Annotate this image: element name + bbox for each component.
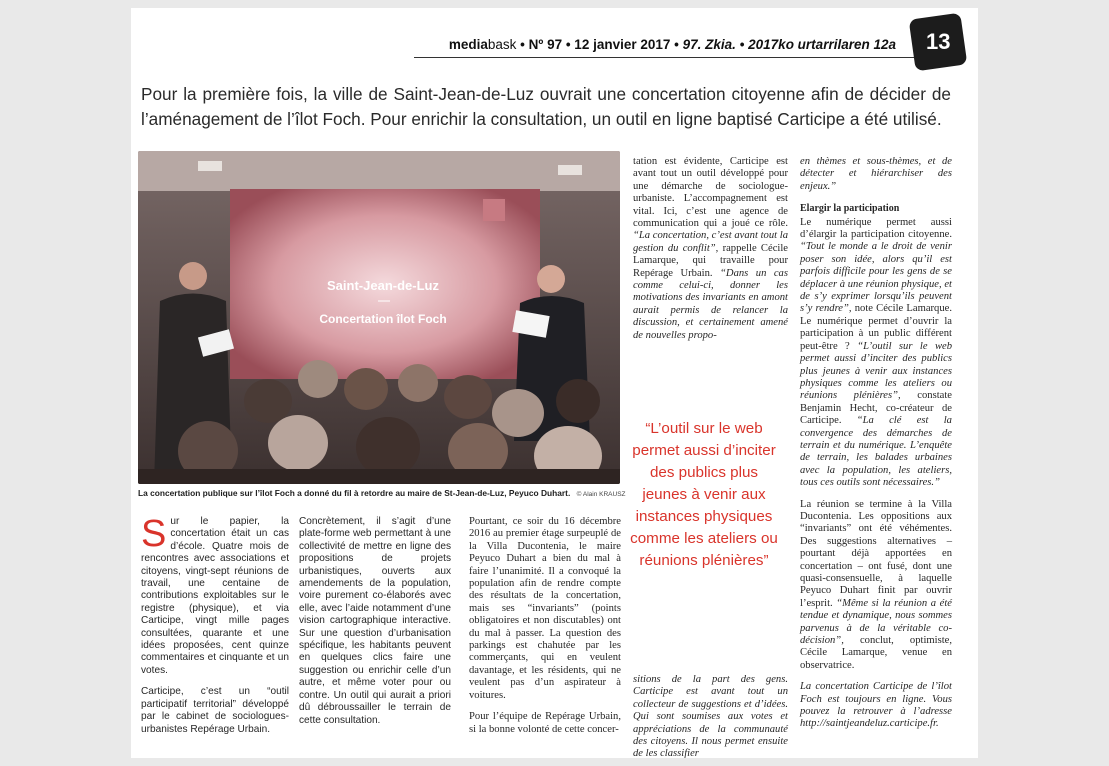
col1-paragraph-2: Carticipe, c’est un “outil participatif territorial” développé par le cabinet de sociologues-urbanistes Repérage Urbain. <box>141 686 289 735</box>
col1-paragraph-1: Sur le papier, la concertation était un cas d’école. Quatre mois de rencontres avec associations et citoyens, vingt-sept réunions de travail, une centaine de contributions exploitables sur le registre (physique), et via Carticipe, vingt mille pages consultées, quarante et une idées proposées, cent quinze commentaires et cinquante et un votes. <box>141 513 289 676</box>
photo-caption <box>138 488 626 498</box>
article-column-1 <box>141 513 289 745</box>
lead-line-1: Pour la première fois, la ville de Saint-Jean-de-Luz ouvrait une concertation citoyenne afin de décider de <box>141 84 951 104</box>
header-rule <box>414 57 923 58</box>
col5-paragraph-0: en thèmes et sous-thèmes, et de détecter et hiérarchiser des enjeux.” <box>800 156 952 192</box>
article-column-4-bottom <box>633 674 788 758</box>
screen-title-2: Concertation îlot Foch <box>319 312 447 326</box>
article-column-5 <box>800 156 952 740</box>
page-header <box>449 37 896 52</box>
screen-title-1: Saint-Jean-de-Luz <box>327 278 439 293</box>
page-number-badge: 13 <box>909 13 968 72</box>
col5-paragraph-1: Le numérique permet aussi d’élargir la participation citoyenne. “Tout le monde a le droit de venir poser son idée, alors qu’il est parfois difficile pour les gens de se déplacer à une réunion physique, et de s’y exprimer lorsqu’ils peuvent s’y rendre”, note Cécile Lamarque. Le numérique permet d’ouvrir la participation à un public différent peut-être ? “L’outil sur le web permet aussi d’inciter des publics plus jeunes à venir aux instances physiques comme les ateliers ou réunions plénières”, constate Benjamin Hecht, co-créateur de Carticipe. “La clé est la convergence des démarches de terrain et du numérique. L’enquête de terrain, les balades urbaines avec la population, les ateliers, tous ces outils sont nécessaires.” <box>800 216 953 489</box>
col3-top-paragraph: tation est évidente, Carticipe est avant tout un outil développé pour une démarche de sociologue-urbaniste. L’accompagnement est vital. Ici, c’est une agence de communication qui a joué ce rôle. “La concertation, c’est avant tout la gestion du conflit”, rappelle Cécile Lamarque, qui travaille pour Repérage Urbain. “Dans un cas comme celui-ci, donner les motivations des invariants en amont aurait permis de relancer la discussion, et certainement amené de nouvelles propo- <box>633 156 788 341</box>
col2-paragraph-1: Concrètement, il s’agit d’une plate-forme web permettant à une collectivité de mettre en ligne des propositions de projets urbanistiques, ouverts aux amendements de la population, voire purement co-élaborés avec elle, avec l’aide notamment d’une vision cartographique interactive. Sur une question d’urbanisation spécifique, les habitants peuvent en quelques clics faire une suggestion ou enrichir celle d’un autre, et même voter pour ou contre. Un outil qui aurait a priori dû débroussailler le terrain de cette consultation. <box>299 516 451 726</box>
photo-credit: © Alain KRAUSZ <box>576 491 626 498</box>
article-column-3-top <box>633 156 788 351</box>
newspaper-page <box>131 8 978 758</box>
brand-name: mediabask <box>448 37 517 52</box>
lead-paragraph <box>141 82 951 132</box>
col5-paragraph-3: La concertation Carticipe de l’îlot Foch est toujours en ligne. Vous pouvez la retrouver à l’adresse http://saintjeandeluz.carticipe.fr. <box>800 681 952 730</box>
col3-bottom-paragraph-1: Pourtant, ce soir du 16 décembre 2016 au premier étage surpeuplé de la Villa Ducontenia, le maire Peyuco Duhart a bien du mal à faire l’unanimité. Il a convoqué la population afin de rendre compte des résultats de la concertation, mais ses “invariants” (points obligatoires et non discutables) ont du mal à passer. La question des parkings est chahutée par les commerçants, qui en veulent davantage, et les résidents, qui ne veulent pas d’un aspirateur à voitures. <box>469 516 621 701</box>
meeting-photo <box>138 151 620 484</box>
article-column-3-bottom <box>469 516 621 745</box>
col3-bottom-paragraph-2: Pour l’équipe de Repérage Urbain, si la bonne volonté de cette concer- <box>469 711 621 735</box>
lead-line-2: l’aménagement de l’îlot Foch. Pour enrichir la consultation, un outil en ligne baptisé Carticipe a été utilisé. <box>141 109 942 129</box>
pull-quote: “L’outil sur le web permet aussi d’inciter des publics plus jeunes à venir aux instances physiques comme les ateliers ou réunions plénières” <box>630 420 778 569</box>
subheading: Elargir la participation <box>800 203 900 215</box>
col5-paragraph-2: La réunion se termine à la Villa Ducontenia. Les oppositions aux “invariants” ont été véhémentes. Des suggestions alternatives – pourtant déjà apportées en concertation – ont fusé, dont une quasi-consensuelle, à laquelle Peyuco Duhart finit par ouvrir l’esprit. “Même si la réunion a été tendue et dynamique, nous sommes parvenus à de la véritable co-décision”, conclut, optimiste, Cécile Lamarque, venue en observatrice. <box>800 498 952 671</box>
issue-info: • Nº 97 • 12 janvier 2017 • <box>520 37 679 52</box>
issue-info-basque: 97. Zkia. • 2017ko urtarrilaren 12a <box>682 37 896 52</box>
drop-cap: S <box>141 513 167 555</box>
article-column-2 <box>299 516 451 736</box>
col4-bottom-paragraph: sitions de la part des gens. Carticipe est avant tout un collecteur de suggestions et d’idées. Qui sont soumises aux votes et appréciations de la communauté des citoyens. Il nous permet ensuite de les classifier <box>633 674 788 758</box>
caption-text: La concertation publique sur l’îlot Foch a donné du fil à retordre au maire de St-Jean-de-Luz, Peyuco Duhart. <box>138 488 571 498</box>
